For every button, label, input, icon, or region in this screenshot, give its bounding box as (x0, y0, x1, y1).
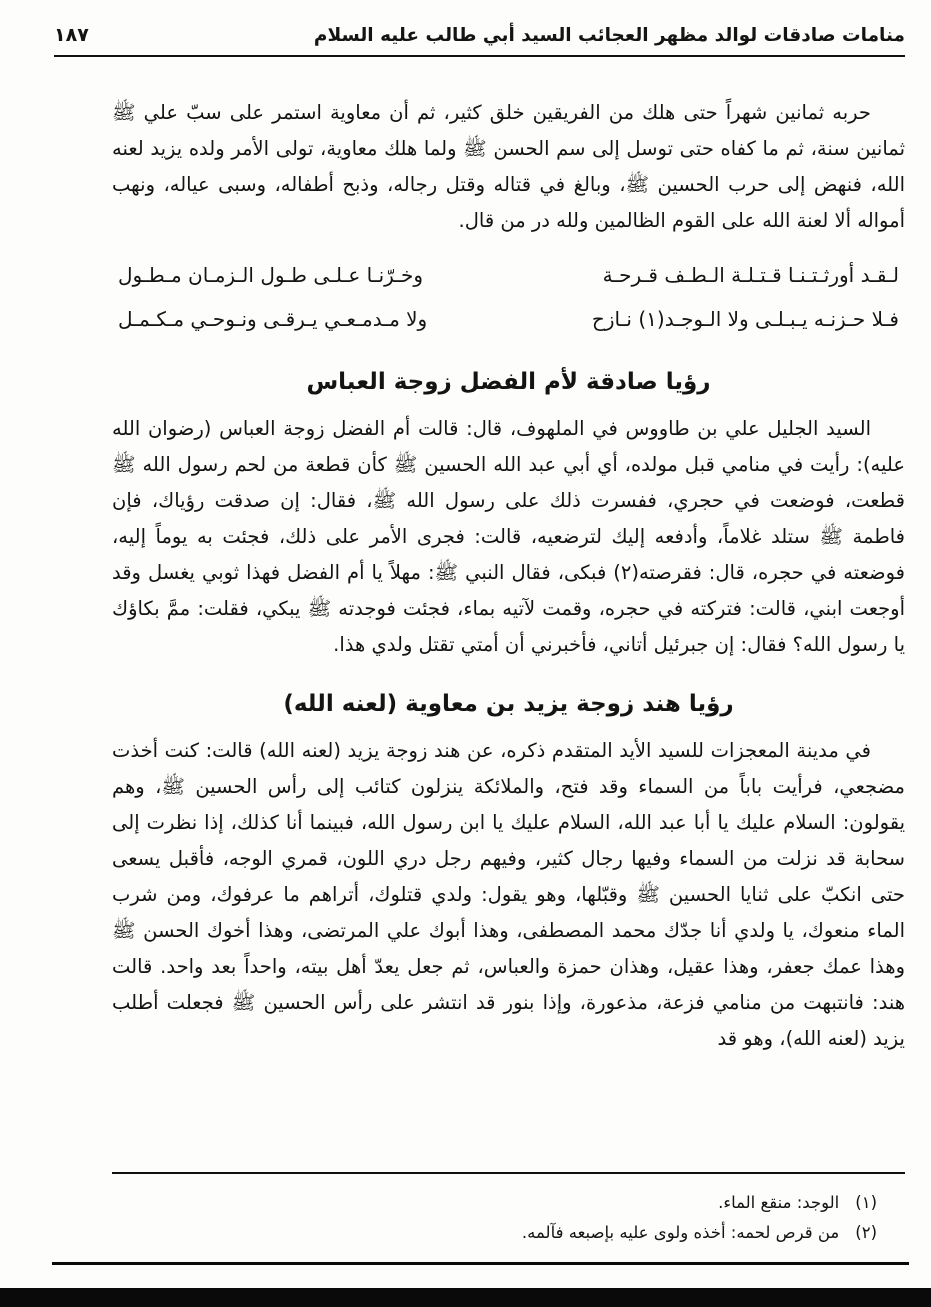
bottom-rule-divider (52, 1262, 909, 1265)
verse-first-hemistich: فـلا حـزنـه يـبـلـى ولا الـوجـد(١) نـازح (591, 307, 899, 331)
footnote-row (112, 1188, 905, 1218)
footnote-text: من قرص لحمه: أخذه ولوى عليه بإصبعه فآلمه. (521, 1223, 840, 1242)
verse-line (118, 253, 899, 297)
section-heading-umm-al-fadl-dream: رؤيا صادقة لأم الفضل زوجة العباس (306, 369, 711, 395)
footnote-marker: (٢) (855, 1223, 877, 1242)
footnote-text: الوجد: منقع الماء. (718, 1193, 840, 1212)
footnotes-block (112, 1172, 905, 1248)
scan-edge-bar (0, 1288, 931, 1307)
running-header-title: منامات صادقات لوالد مظهر العجائب السيد أبي طالب عليه السلام (313, 25, 905, 46)
footnote-row (112, 1218, 905, 1248)
poetry-block (118, 253, 899, 341)
section-body-umm-al-fadl-dream: السيد الجليل علي بن طاووس في الملهوف، قال: قالت أم الفضل زوجة العباس (رضوان الله عليه): رأيت في منامي قبل مولده، أي أبي عبد الله الحسين ﷺ كأن قطعة من لحم رسول الله ﷺ قطعت، فوضعت في حجري، ففسرت ذلك على رسول الله ﷺ، فقال: إن صدقت رؤياك، فإن فاطمة ﷺ ستلد غلاماً، وأدفعه إليك لترضعيه، قالت: فجرى الأمر على ذلك، فجئت به يوماً إليه، فوضعته في حجره، قال: فقرصته(٢) فبكى، فقال النبي ﷺ: مهلاً يا أم الفضل فهذا ثوبي يغسل وقد أوجعت ابني، قالت: فتركته في حجره، وقمت لآتيه بماء، فجئت فوجدته ﷺ يبكي، فقلت: ممَّ بكاؤك يا رسول الله؟ فقال: إن جبرئيل أتاني، فأخبرني أن أمتي تقتل ولدي هذا. (112, 417, 905, 656)
page-header (54, 24, 905, 57)
section-heading-hind-dream: رؤيا هند زوجة يزيد بن معاوية (لعنه الله) (283, 691, 734, 717)
verse-first-hemistich: لـقـد أورثـتـنـا قـتـلـة الـطـف قـرحـة (602, 263, 899, 287)
page-body (112, 95, 905, 1057)
footnote-marker: (١) (855, 1193, 877, 1212)
verse-second-hemistich: ولا مـدمـعـي يـرقـى ونـوحـي مـكـمـل (118, 307, 428, 331)
verse-second-hemistich: وخـرّنـا عـلـى طـول الـزمـان مـطـول (118, 263, 424, 287)
verse-line (118, 297, 899, 341)
page-number: ١٨٧ (54, 24, 89, 46)
section-body-hind-dream: في مدينة المعجزات للسيد الأيد المتقدم ذكره، عن هند زوجة يزيد (لعنه الله) قالت: كنت أخذت مضجعي، فرأيت باباً من السماء وقد فتح، والملائكة ينزلون كتائب إلى رأس الحسين ﷺ، وهم يقولون: السلام عليك يا أبا عبد الله، السلام عليك يا ابن رسول الله، فبينما أنا كذلك، إذا نظرت إلى سحابة قد نزلت من السماء وفيها رجال كثير، وفيهم رجل دري اللون، قمري الوجه، فأقبل يسعى حتى انكبّ على ثنايا الحسين ﷺ وقبّلها، وهو يقول: ولدي قتلوك، أتراهم ما عرفوك، ومن شرب الماء منعوك، يا ولدي أنا جدّك محمد المصطفى، وهذا أبوك علي المرتضى، وهذا أخوك الحسن ﷺ وهذا عمك جعفر، وهذا عقيل، وهذان حمزة والعباس، ثم جعل يعدّ أهل بيته، واحداً بعد واحد. قالت هند: فانتبهت من منامي فزعة، مذعورة، وإذا بنور قد انتشر على رأس الحسين ﷺ فجعلت أطلب يزيد (لعنه الله)، وهو قد (112, 739, 905, 1050)
intro-paragraph: حربه ثمانين شهراً حتى هلك من الفريقين خلق كثير، ثم أن معاوية استمر على سبّ علي ﷺ ثمانين سنة، ثم ما كفاه حتى توسل إلى سم الحسن ﷺ ولما هلك معاوية، تولى الأمر ولده يزيد لعنه الله، فنهض إلى حرب الحسين ﷺ، وبالغ في قتاله وقتل رجاله، وذبح أطفاله، وسبى عياله، ونهب أمواله ألا لعنة الله على القوم الظالمين ولله در من قال. (112, 101, 905, 232)
